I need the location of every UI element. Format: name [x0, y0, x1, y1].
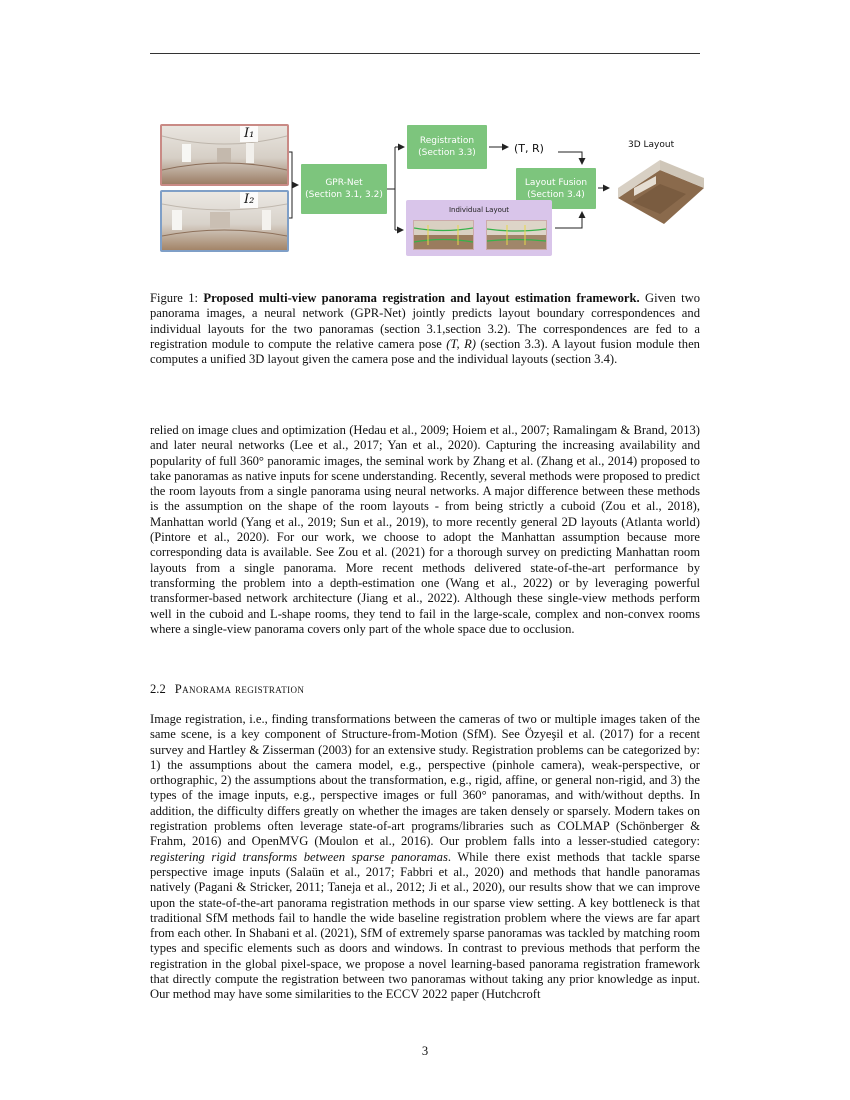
3d-layout-render — [612, 158, 708, 230]
pose-output-label: (T, R) — [514, 142, 544, 155]
section-heading — [150, 682, 304, 697]
registration-title: Registration — [419, 136, 475, 146]
panorama-image-2 — [160, 190, 289, 252]
layout-fusion-title: Layout Fusion — [524, 177, 588, 188]
header-rule — [150, 53, 700, 54]
individual-layout-image-1 — [413, 220, 474, 250]
individual-layout-panel — [406, 200, 552, 256]
paragraph-related-work — [150, 423, 700, 637]
paragraph-panorama-registration — [150, 712, 700, 1003]
registration-box — [407, 125, 487, 169]
layout-fusion-section: (Section 3.4) — [527, 189, 585, 200]
paragraph1-b: panoramic images, the seminal work by Zhang et al. (Zhang et al., 2014) proposed to take panoramas as native inputs for scene understanding. Recently, several methods were proposed to predict the room layouts from a single panorama using neural networks. A major difference between these methods is the assumption on the shape of the room layouts - from being strictly a cuboid (Zou et al., 2018), Manhattan world (Yang et al., 2019; Sun et al., 2019), to more recently general 2D layouts (Atlanta world) (Pintore et al., 2020). For our work, we choose to adopt the Manhattan assumption because more corresponding data is available. See Zou et al. (2021) for a thorough survey on predicting Manhattan room layouts from a single panorama. More recent methods delivered state-of-the-art performance by transforming the problem into a depth-estimation one (Wang et al., 2022) or by leveraging powerful transformer-based network architecture (Jiang et al., 2022). Although these single-view methods perform well in the cuboid and L-shape rooms, they tend to fail in the large-scale, complex and non-convex rooms where a single-view panorama covers only part of the whole space due to occlusion. — [150, 453, 700, 636]
paragraph2-deg: 360° — [462, 788, 487, 803]
individual-layout-label: Individual Layout — [448, 206, 510, 214]
caption-text-a: Given two panorama images, a neural network (GPR-Net) jointly predicts layout boundary correspondences and individual layouts for the two panoramas (section 3.1,section 3.2). The correspondences are fed to a registration module to compute the relative camera pose — [150, 291, 701, 351]
image-label-2: I₂ — [240, 192, 258, 208]
gpr-net-title: GPR-Net — [325, 178, 363, 188]
caption-bold: Proposed multi-view panorama registration and layout estimation framework. — [203, 291, 640, 305]
3d-layout-title: 3D Layout — [628, 140, 675, 150]
caption-label: Figure 1: — [150, 291, 199, 305]
section-number: 2.2 — [150, 682, 166, 696]
gpr-net-box — [301, 164, 387, 214]
paragraph2-italic: registering rigid transforms between sparse panoramas — [150, 849, 448, 864]
section-title: Panorama registration — [174, 682, 305, 696]
image-label-1: I₁ — [240, 126, 258, 142]
figure-1 — [150, 112, 710, 272]
individual-layout-image-2 — [486, 220, 547, 250]
caption-pose-math: (T, R) — [446, 336, 476, 351]
caption-text-b: (section 3.3). A layout fusion module then computes a unified 3D layout given the camera pose and the individual layouts (section 3.4). — [150, 336, 700, 367]
figure-caption — [150, 291, 700, 367]
paragraph2-a: Image registration, i.e., finding transformations between the cameras of two or multiple images taken of the same scene, is a key component of Structure-from-Motion (SfM). See Özyeşil et al. (2017) for a recent survey and Hartley & Zisserman (2003) for an extensive study. Registration problems can be categorized by: 1) the assumptions about the camera model, e.g., perspective (pinhole camera), weak-perspective, or orthographic, 2) the assumptions about the transformation, e.g., rigid, affine, or general non-rigid, and 3) the types of the image inputs, e.g., perspective images or full — [150, 712, 700, 803]
gpr-net-section: (Section 3.1, 3.2) — [305, 190, 383, 200]
paragraph2-b: panoramas, and with/without depths. In addition, the difficulty differs greatly on whether the images are taken densely or sparsely. Modern takes on registration problems often leverage state-of-art programs/libraries such as COLMAP (Schönberger & Frahm, 2016) and OpenMVG (Moulon et al., 2016). Our problem falls into a lesser-studied category: — [150, 788, 700, 849]
panorama-image-1 — [160, 124, 289, 186]
paragraph1-a: relied on image clues and optimization (Hedau et al., 2009; Hoiem et al., 2007; Ramalingam & Brand, 2013) and later neural networks (Lee et al., 2017; Yan et al., 2020). Capturing the increasing availability and popularity of full — [150, 423, 700, 468]
page-number: 3 — [421, 1044, 429, 1058]
paragraph2-c: . While there exist methods that tackle sparse perspective image inputs (Salaün et al., 2017; Fabbri et al., 2020) and methods that handle panoramas natively (Pagani & Stricker, 2011; Taneja et al., 2012; Ji et al., 2020), our results show that we can improve upon the state-of-the-art panorama registration methods in our sparse view setting. A key bottleneck is that traditional SfM methods fail to handle the wide baseline registration problem where the views are far apart from each other. In Shabani et al. (2021), SfM of extremely sparse panoramas was tackled by matching room types and specific elements such as doors and windows. In contrast to previous methods that perform the registration in the global pixel-space, we propose a novel learning-based panorama registration framework that directly compute the registration between two panoramas without taking any prior knowledge as input. Our method may have some similarities to the ECCV 2022 paper (Hutchcroft — [150, 849, 700, 1002]
paragraph1-deg: 360° — [240, 453, 264, 468]
registration-section: (Section 3.3) — [418, 148, 476, 158]
